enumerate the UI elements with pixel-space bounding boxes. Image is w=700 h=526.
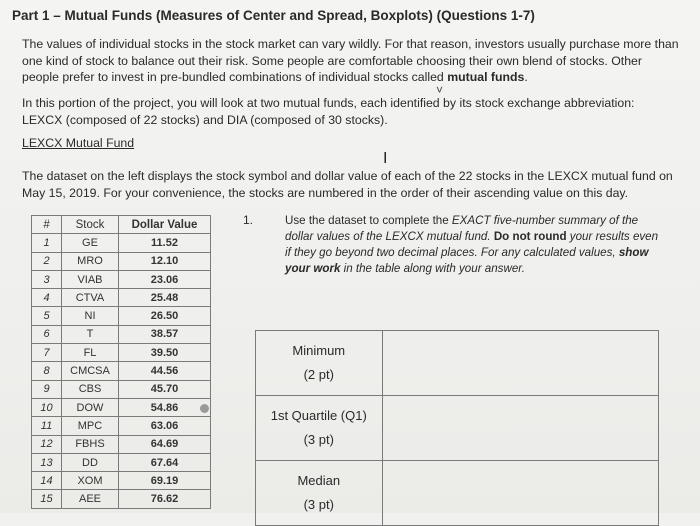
summary-label	[256, 396, 383, 461]
cell-stock: FL	[62, 344, 119, 362]
stock-table	[31, 215, 211, 509]
five-number-summary-table	[255, 330, 659, 526]
cursor-mark: ˅	[436, 83, 444, 97]
cell-dollar-value: 12.10	[119, 252, 211, 270]
cell-dollar-value: 23.06	[119, 270, 211, 288]
cell-number: 1	[32, 234, 62, 252]
summary-label	[256, 461, 383, 526]
cell-number: 9	[32, 380, 62, 398]
summary-row	[256, 396, 659, 461]
cell-stock: T	[62, 325, 119, 343]
table-row	[32, 270, 211, 288]
cell-number: 15	[32, 490, 62, 508]
col-header-dollar-value: Dollar Value	[119, 216, 211, 234]
cell-number: 10	[32, 398, 62, 416]
question-number: 1.	[243, 213, 254, 227]
table-row	[32, 344, 211, 362]
cell-stock: CMCSA	[62, 362, 119, 380]
table-row	[32, 490, 211, 508]
summary-points: (3 pt)	[303, 497, 334, 512]
cell-dollar-value: 64.69	[119, 435, 211, 453]
table-row	[32, 380, 211, 398]
cell-stock: DOW	[62, 398, 119, 416]
table-header-row	[32, 216, 211, 234]
summary-answer-cell[interactable]	[382, 331, 658, 396]
cell-dollar-value: 45.70	[119, 380, 211, 398]
cell-number: 3	[32, 270, 62, 288]
table-row	[32, 307, 211, 325]
cell-number: 14	[32, 472, 62, 490]
cell-number: 7	[32, 344, 62, 362]
cell-dollar-value: 38.57	[119, 325, 211, 343]
summary-points: (2 pt)	[303, 367, 334, 382]
summary-label-text: 1st Quartile (Q1)	[270, 408, 367, 423]
cell-stock: XOM	[62, 472, 119, 490]
summary-label	[256, 331, 383, 396]
cell-stock: GE	[62, 234, 119, 252]
col-header-stock: Stock	[62, 216, 119, 234]
table-row	[32, 362, 211, 380]
summary-row	[256, 461, 659, 526]
cell-stock: NI	[62, 307, 119, 325]
text-cursor-icon: I	[383, 150, 388, 167]
intro-paragraph-1: The values of individual stocks in the stock market can vary wildly. For that reason, investors usually purchase more than one kind of stock to balance out their risk. Some people are comfortable choosing their own blend of stocks. Other people prefer to invest in pre-bundled combinations of individual stocks called mutual funds.	[22, 37, 679, 84]
cell-number: 2	[32, 252, 62, 270]
cell-number: 11	[32, 417, 62, 435]
table-row	[32, 453, 211, 471]
cell-number: 5	[32, 307, 62, 325]
cell-number: 4	[32, 289, 62, 307]
cell-number: 13	[32, 453, 62, 471]
section-title: LEXCX Mutual Fund	[22, 136, 135, 150]
summary-answer-cell[interactable]	[382, 461, 658, 526]
cell-stock: VIAB	[62, 270, 119, 288]
summary-row	[256, 331, 659, 396]
page-title: Part 1 – Mutual Funds (Measures of Center and Spread, Boxplots) (Questions 1-7)	[12, 8, 535, 23]
cell-number: 12	[32, 435, 62, 453]
table-row	[32, 252, 211, 270]
table-row	[32, 417, 211, 435]
table-row	[32, 398, 211, 416]
cell-stock: MRO	[62, 252, 119, 270]
cell-dollar-value: 25.48	[119, 289, 211, 307]
cell-number: 8	[32, 362, 62, 380]
cell-stock: CTVA	[62, 289, 119, 307]
cell-stock: MPC	[62, 417, 119, 435]
cell-dollar-value: 63.06	[119, 417, 211, 435]
table-row	[32, 234, 211, 252]
cell-dollar-value: 26.50	[119, 307, 211, 325]
cell-dollar-value: 76.62	[119, 490, 211, 508]
summary-label-text: Minimum	[292, 343, 346, 358]
cell-dollar-value: 39.50	[119, 344, 211, 362]
cell-stock: DD	[62, 453, 119, 471]
cell-stock: CBS	[62, 380, 119, 398]
cell-dollar-value: 67.64	[119, 453, 211, 471]
summary-answer-cell[interactable]	[382, 396, 658, 461]
cell-dollar-value: 69.19	[119, 472, 211, 490]
cell-dollar-value: 11.52	[119, 234, 211, 252]
cell-dollar-value: 54.86	[119, 398, 211, 416]
cell-number: 6	[32, 325, 62, 343]
question-text: Use the dataset to complete the EXACT five-number summary of the dollar values of the LEXCX mutual fund. Do not round your results even if they go beyond two decimal places. For any calculated values, show your work in the table along with your answer.	[285, 214, 659, 275]
table-row	[32, 472, 211, 490]
cell-dollar-value: 44.56	[119, 362, 211, 380]
cell-stock: AEE	[62, 490, 119, 508]
cell-stock: FBHS	[62, 435, 119, 453]
table-row	[32, 289, 211, 307]
summary-label-text: Median	[297, 473, 341, 488]
table-row	[32, 325, 211, 343]
table-row	[32, 435, 211, 453]
dataset-paragraph: The dataset on the left displays the stock symbol and dollar value of each of the 22 stocks in the LEXCX mutual fund on May 15, 2019. For your convenience, the stocks are numbered in the order of their ascending value on this day.	[22, 169, 673, 200]
summary-points: (3 pt)	[303, 432, 334, 447]
intro-paragraph-2: In this portion of the project, you will look at two mutual funds, each identified by its stock exchange abbreviation: LEXCX (composed of 22 stocks) and DIA (composed of 30 stocks).	[22, 96, 635, 127]
col-header-number: #	[32, 216, 62, 234]
scroll-dot-icon	[200, 404, 209, 413]
